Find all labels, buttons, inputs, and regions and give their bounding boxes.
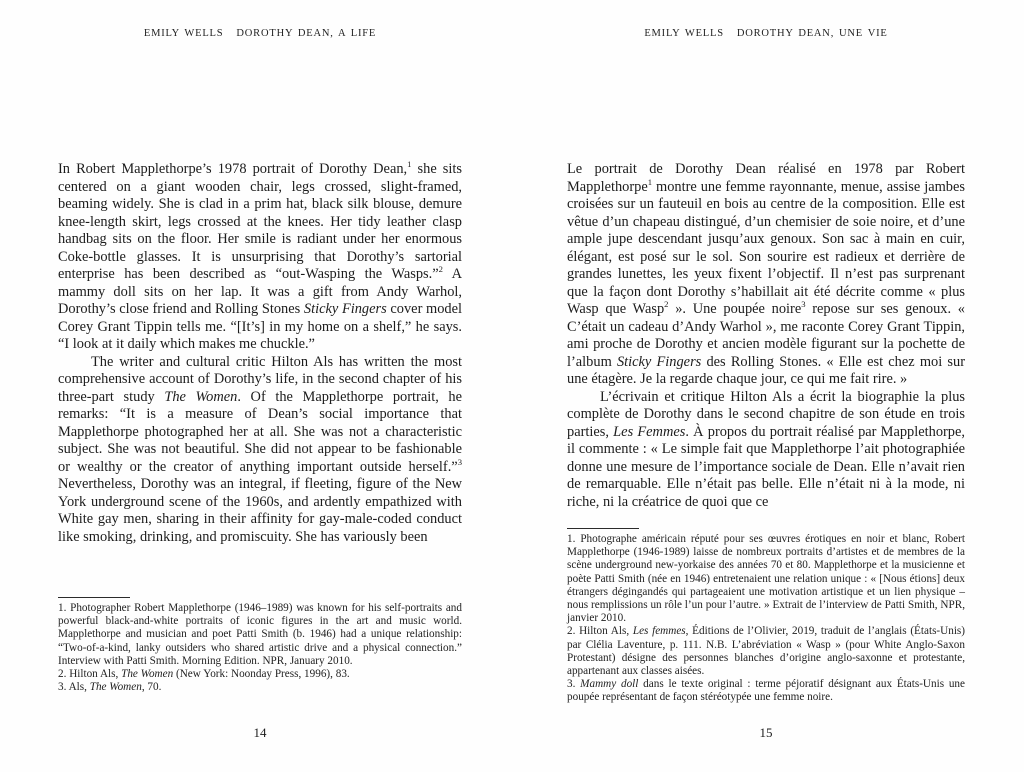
footnote: 1. Photographe américain réputé pour ses œuvres érotiques en noir et blanc, Robert Mapplethorpe (1946-1989) laisse de nombreux portraits d’artistes et de membres de la scène underground new-yorkaise des années 70 et 80. Mapplethorpe et la musicienne et poète Patti Smith (née en 1946) entretenaient une relation unique : « [Nous étions] deux étrangers dégingandés qui partageaient une motivation artistique et un lien physique – nous remplissions un rôle l’un pour l’autre. » Extrait de l’interview de Patti Smith, NPR, janvier 2010. — [567, 533, 965, 625]
footnote: 2. Hilton Als, Les femmes, Éditions de l’Olivier, 2019, traduit de l’anglais (États-Unis) par Clélia Laventure, p. 111. N.B. L’abréviation « Wasp » (pour White Anglo-Saxon Protestant) désigne des personnes blanches d’origine anglo-saxonne et protestante, appartenant aux classes aisées. — [567, 625, 966, 678]
paragraph: L’écrivain et critique Hilton Als a écrit la biographie la plus complète de Dorothy dans le second chapitre de son étude en trois parties, Les Femmes. À propos du portrait réalisé par Mapplethorpe, il commente : « Le simple fait que Mapplethorpe l’ait photographiée donne une mesure de l’importance sociale de Dean. Elle n’avait rien de remarquable. Elle n’était pas belle. Elle n’était ni à la mode, ni riche, ni la créatrice de quoi que ce — [567, 388, 965, 510]
page-left — [58, 0, 462, 772]
header-author: EMILY WELLS — [143, 28, 224, 39]
header-author: EMILY WELLS — [644, 28, 724, 39]
footnote-rule — [58, 597, 130, 598]
footnote: 3. Als, The Women, 70. — [58, 681, 162, 694]
footnote: 1. Photographer Robert Mapplethorpe (1946–1989) was known for his self-portraits and powerful black-and-white portraits of iconic figures in the art and music world. Mapplethorpe and musician and poet Patti Smith (b. 1946) had a unique relationship: “Two-of-a-kind, lanky outsiders who shared artistic drive and a physical connection.” Interview with Patti Smith. Morning Edition. NPR, January 2010. — [58, 602, 462, 667]
footnote: 2. Hilton Als, The Women (New York: Noonday Press, 1996), 83. — [58, 668, 350, 681]
footnotes-left — [58, 597, 462, 694]
page-number-right: 15 — [759, 725, 773, 740]
paragraph: The writer and cultural critic Hilton Als has written the most comprehensive account of Dorothy’s life, in the second chapter of his three-part study The Women. Of the Mapplethorpe portrait, he remarks: “It is a measure of Dean’s social importance that Mapplethorpe photographed her at all. She was not a characteristic subject. She was not beautiful. She did not appear to be fashionable or wealthy or the creator of anything important outside herself.”$^3$ Nevertheless, Dorothy was an integral, if fleeting, figure of the New York underground scene of the 1960s, and ardently empathized with White gay men, sharing in their affinity for gay-male-coded conduct like smoking, drinking, and promiscuity. She has variously been — [58, 353, 462, 545]
footnote: 3. Mammy doll dans le texte original : terme péjoratif désignant aux États-Unis une poupée représentant de façon stéréotypée une femme noire. — [567, 678, 965, 704]
body-text-left — [58, 161, 462, 546]
paragraph: In Robert Mapplethorpe’s 1978 portrait of Dorothy Dean,$^1$ she sits centered on a giant wooden chair, legs crossed, slight-framed, beaming widely. She is clad in a prim hat, black silk blouse, demure knee-length skirt, legs crossed at the knees. Her tidy leather clasp handbag sits on the floor. Her smile is radiant under her enormous Coke-bottle glasses. It is unsurprising that Dorothy’s sartorial enterprise has been described as “out-Wasping the Wasps.”$^2$ A mammy doll sits on her lap. It was a gift from Andy Warhol, Dorothy’s close friend and Rolling Stones Sticky Fingers cover model Corey Grant Tippin tells me. “[It’s] in my home on a shelf,” he says. “I look at it daily which makes me chuckle.” — [58, 159, 463, 352]
footnotes-right — [567, 528, 965, 705]
running-header-right — [567, 28, 965, 39]
running-header-left — [58, 28, 462, 39]
footnote-rule — [567, 528, 639, 529]
header-book-title: DOROTHY DEAN, UNE VIE — [736, 28, 888, 39]
page-number-left: 14 — [253, 725, 267, 740]
header-book-title: DOROTHY DEAN, A LIFE — [236, 28, 377, 39]
page-right — [567, 0, 965, 772]
body-text-right — [567, 161, 965, 511]
paragraph: Le portrait de Dorothy Dean réalisé en 1978 par Robert Mapplethorpe$^1$ montre une femme rayonnante, menue, assise jambes croisées sur un fauteuil en bois au centre de la composition. Elle est vêtue d’un chapeau distingué, d’un chemisier de soie noire, et d’une ample jupe descendant jusqu’aux genoux. Son sac à main en cuir, élégant, est posé sur le sol. Son sourire est radieux et derrière de grandes lunettes, les yeux fixent l’objectif. Il n’est pas surprenant que la façon dont Dorothy s’habillait ait été décrite comme « plus Wasp que Wasp$^2$ ». Une poupée noire$^3$ repose sur ses genoux. « C’était un cadeau d’Andy Warhol », me raconte Corey Grant Tippin, ami proche de Dorothy et ancien modèle figurant sur la pochette de l’album Sticky Fingers des Rolling Stones. « Elle est chez moi sur une étagère. Je la regarde chaque jour, ce qui me fait rire. » — [567, 161, 966, 387]
